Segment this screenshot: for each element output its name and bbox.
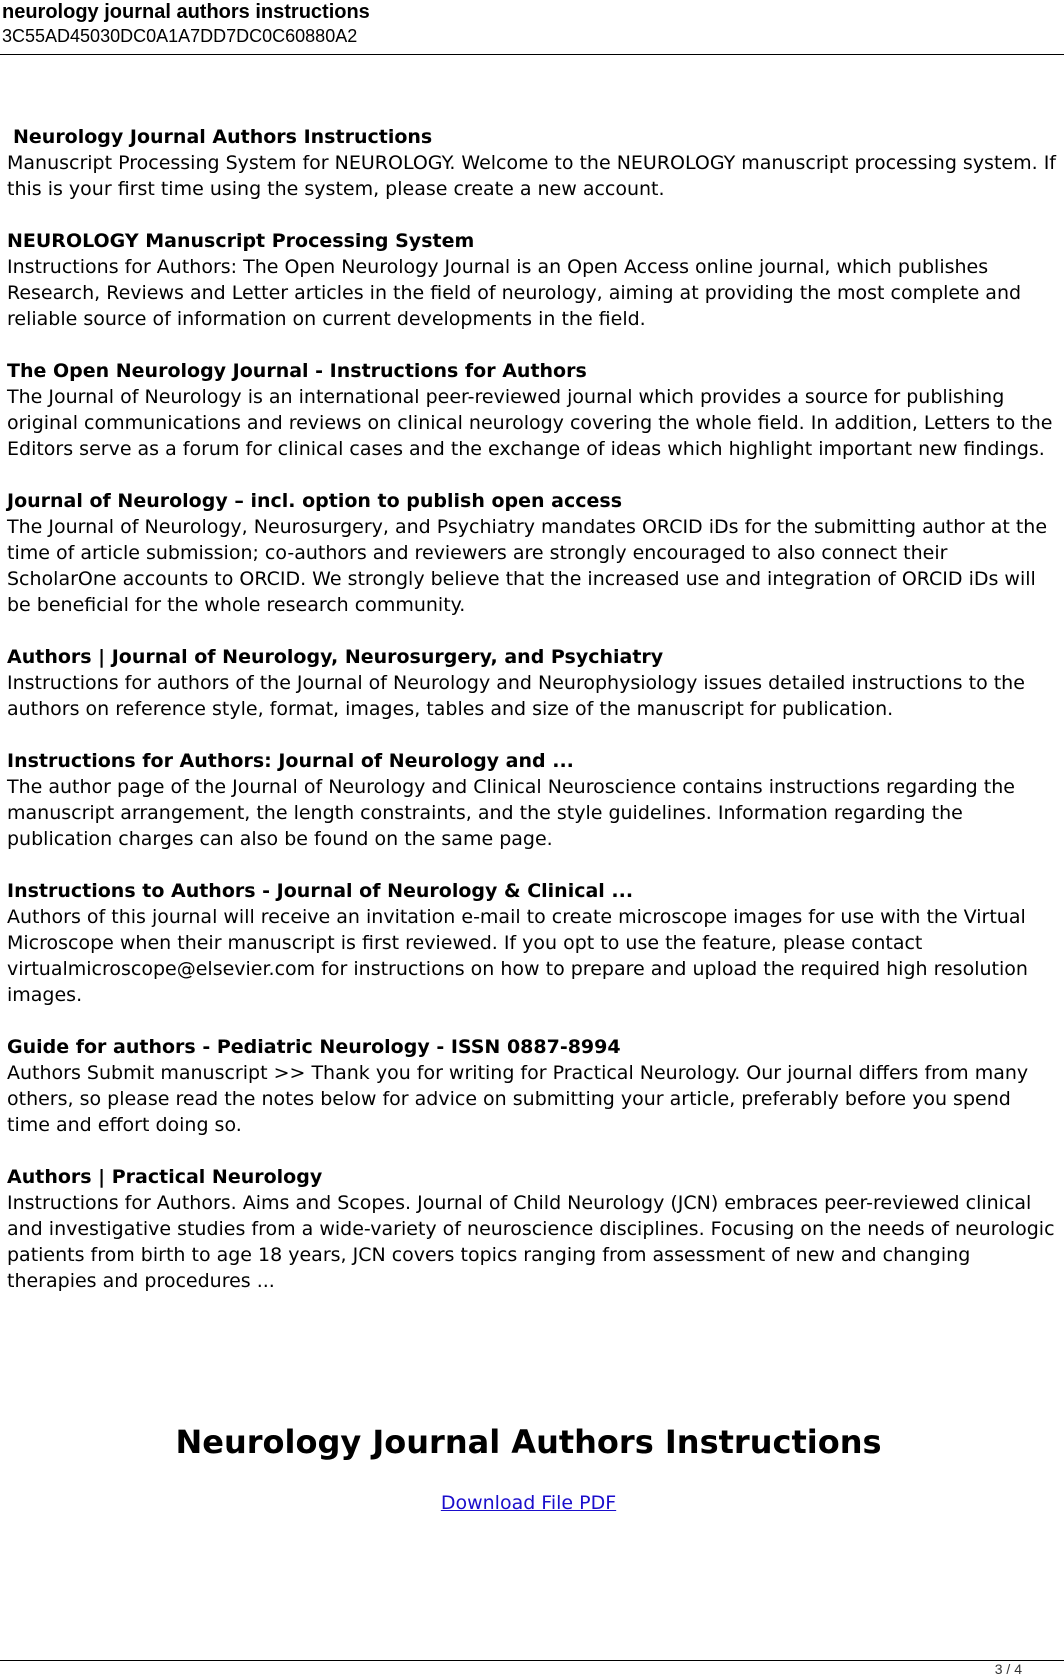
section bbox=[7, 878, 1059, 1008]
main-title: Neurology Journal Authors Instructions bbox=[175, 1423, 882, 1461]
section-heading: NEUROLOGY Manuscript Processing System bbox=[7, 230, 475, 252]
section bbox=[7, 228, 1059, 332]
section-body: Authors of this journal will receive an invitation e-mail to create microscope images for use with the Virtual Microscope when their manuscript is first reviewed. If you opt to use the feature, please contact virtualmicroscope@elsevier.com for instructions on how to prepare and upload the required high resolution images. bbox=[7, 906, 1028, 1006]
article-content bbox=[7, 124, 1059, 1320]
section bbox=[7, 358, 1059, 462]
download-pdf-link[interactable]: Download File PDF bbox=[440, 1492, 617, 1514]
section-heading: Neurology Journal Authors Instructions bbox=[13, 126, 433, 148]
section bbox=[7, 748, 1059, 852]
section-body: Manuscript Processing System for NEUROLOGY. Welcome to the NEUROLOGY manuscript processing system. If this is your first time using the system, please create a new account. bbox=[7, 152, 1056, 200]
download-area bbox=[0, 1490, 1057, 1516]
page-header bbox=[0, 0, 1064, 55]
section-heading: Instructions for Authors: Journal of Neurology and ... bbox=[7, 750, 574, 772]
section-body: The Journal of Neurology, Neurosurgery, and Psychiatry mandates ORCID iDs for the submitting author at the time of article submission; co-authors and reviewers are strongly encouraged to also connect their ScholarOne accounts to ORCID. We strongly believe that the increased use and integration of ORCID iDs will be beneficial for the whole research community. bbox=[7, 516, 1048, 616]
section-body: Authors Submit manuscript >> Thank you for writing for Practical Neurology. Our journal differs from many others, so please read the notes below for advice on submitting your article, preferably before you spend time and effort doing so. bbox=[7, 1062, 1029, 1136]
section-heading: Instructions to Authors - Journal of Neurology & Clinical ... bbox=[7, 880, 634, 902]
section-heading: Journal of Neurology – incl. option to publish open access bbox=[7, 490, 623, 512]
section bbox=[7, 644, 1059, 722]
section bbox=[7, 1164, 1059, 1294]
section-heading: Authors | Practical Neurology bbox=[7, 1166, 323, 1188]
section bbox=[7, 124, 1059, 202]
section-body: Instructions for Authors: The Open Neurology Journal is an Open Access online journal, which publishes Research, Reviews and Letter articles in the field of neurology, aiming at providing the most complete and reliable source of information on current developments in the field. bbox=[7, 256, 1022, 330]
page-footer bbox=[0, 1660, 1064, 1676]
section-body: Instructions for Authors. Aims and Scopes. Journal of Child Neurology (JCN) embraces peer-reviewed clinical and investigative studies from a wide-variety of neuroscience disciplines. Focusing on the needs of neurologic patients from birth to age 18 years, JCN covers topics ranging from assessment of new and changing therapies and procedures ... bbox=[7, 1192, 1055, 1292]
section bbox=[7, 1034, 1059, 1138]
section-body: Instructions for authors of the Journal of Neurology and Neurophysiology issues detailed instructions to the authors on reference style, format, images, tables and size of the manuscript for publication. bbox=[7, 672, 1025, 720]
section-body: The author page of the Journal of Neurology and Clinical Neuroscience contains instructions regarding the manuscript arrangement, the length constraints, and the style guidelines. Information regarding the publication charges can also be found on the same page. bbox=[7, 776, 1015, 850]
document-title: neurology journal authors instructions bbox=[2, 1, 370, 23]
section bbox=[7, 488, 1059, 618]
section-body: The Journal of Neurology is an international peer-reviewed journal which provides a source for publishing original communications and reviews on clinical neurology covering the whole field. In addition, Letters to the Editors serve as a forum for clinical cases and the exchange of ideas which highlight important new findings. bbox=[7, 386, 1053, 460]
document-code: 3C55AD45030DC0A1A7DD7DC0C60880A2 bbox=[2, 26, 358, 46]
section-heading: The Open Neurology Journal - Instructions for Authors bbox=[7, 360, 587, 382]
section-heading: Guide for authors - Pediatric Neurology - ISSN 0887-8994 bbox=[7, 1036, 621, 1058]
page-number: 3 / 4 bbox=[994, 1661, 1022, 1677]
section-heading: Authors | Journal of Neurology, Neurosurgery, and Psychiatry bbox=[7, 646, 664, 668]
